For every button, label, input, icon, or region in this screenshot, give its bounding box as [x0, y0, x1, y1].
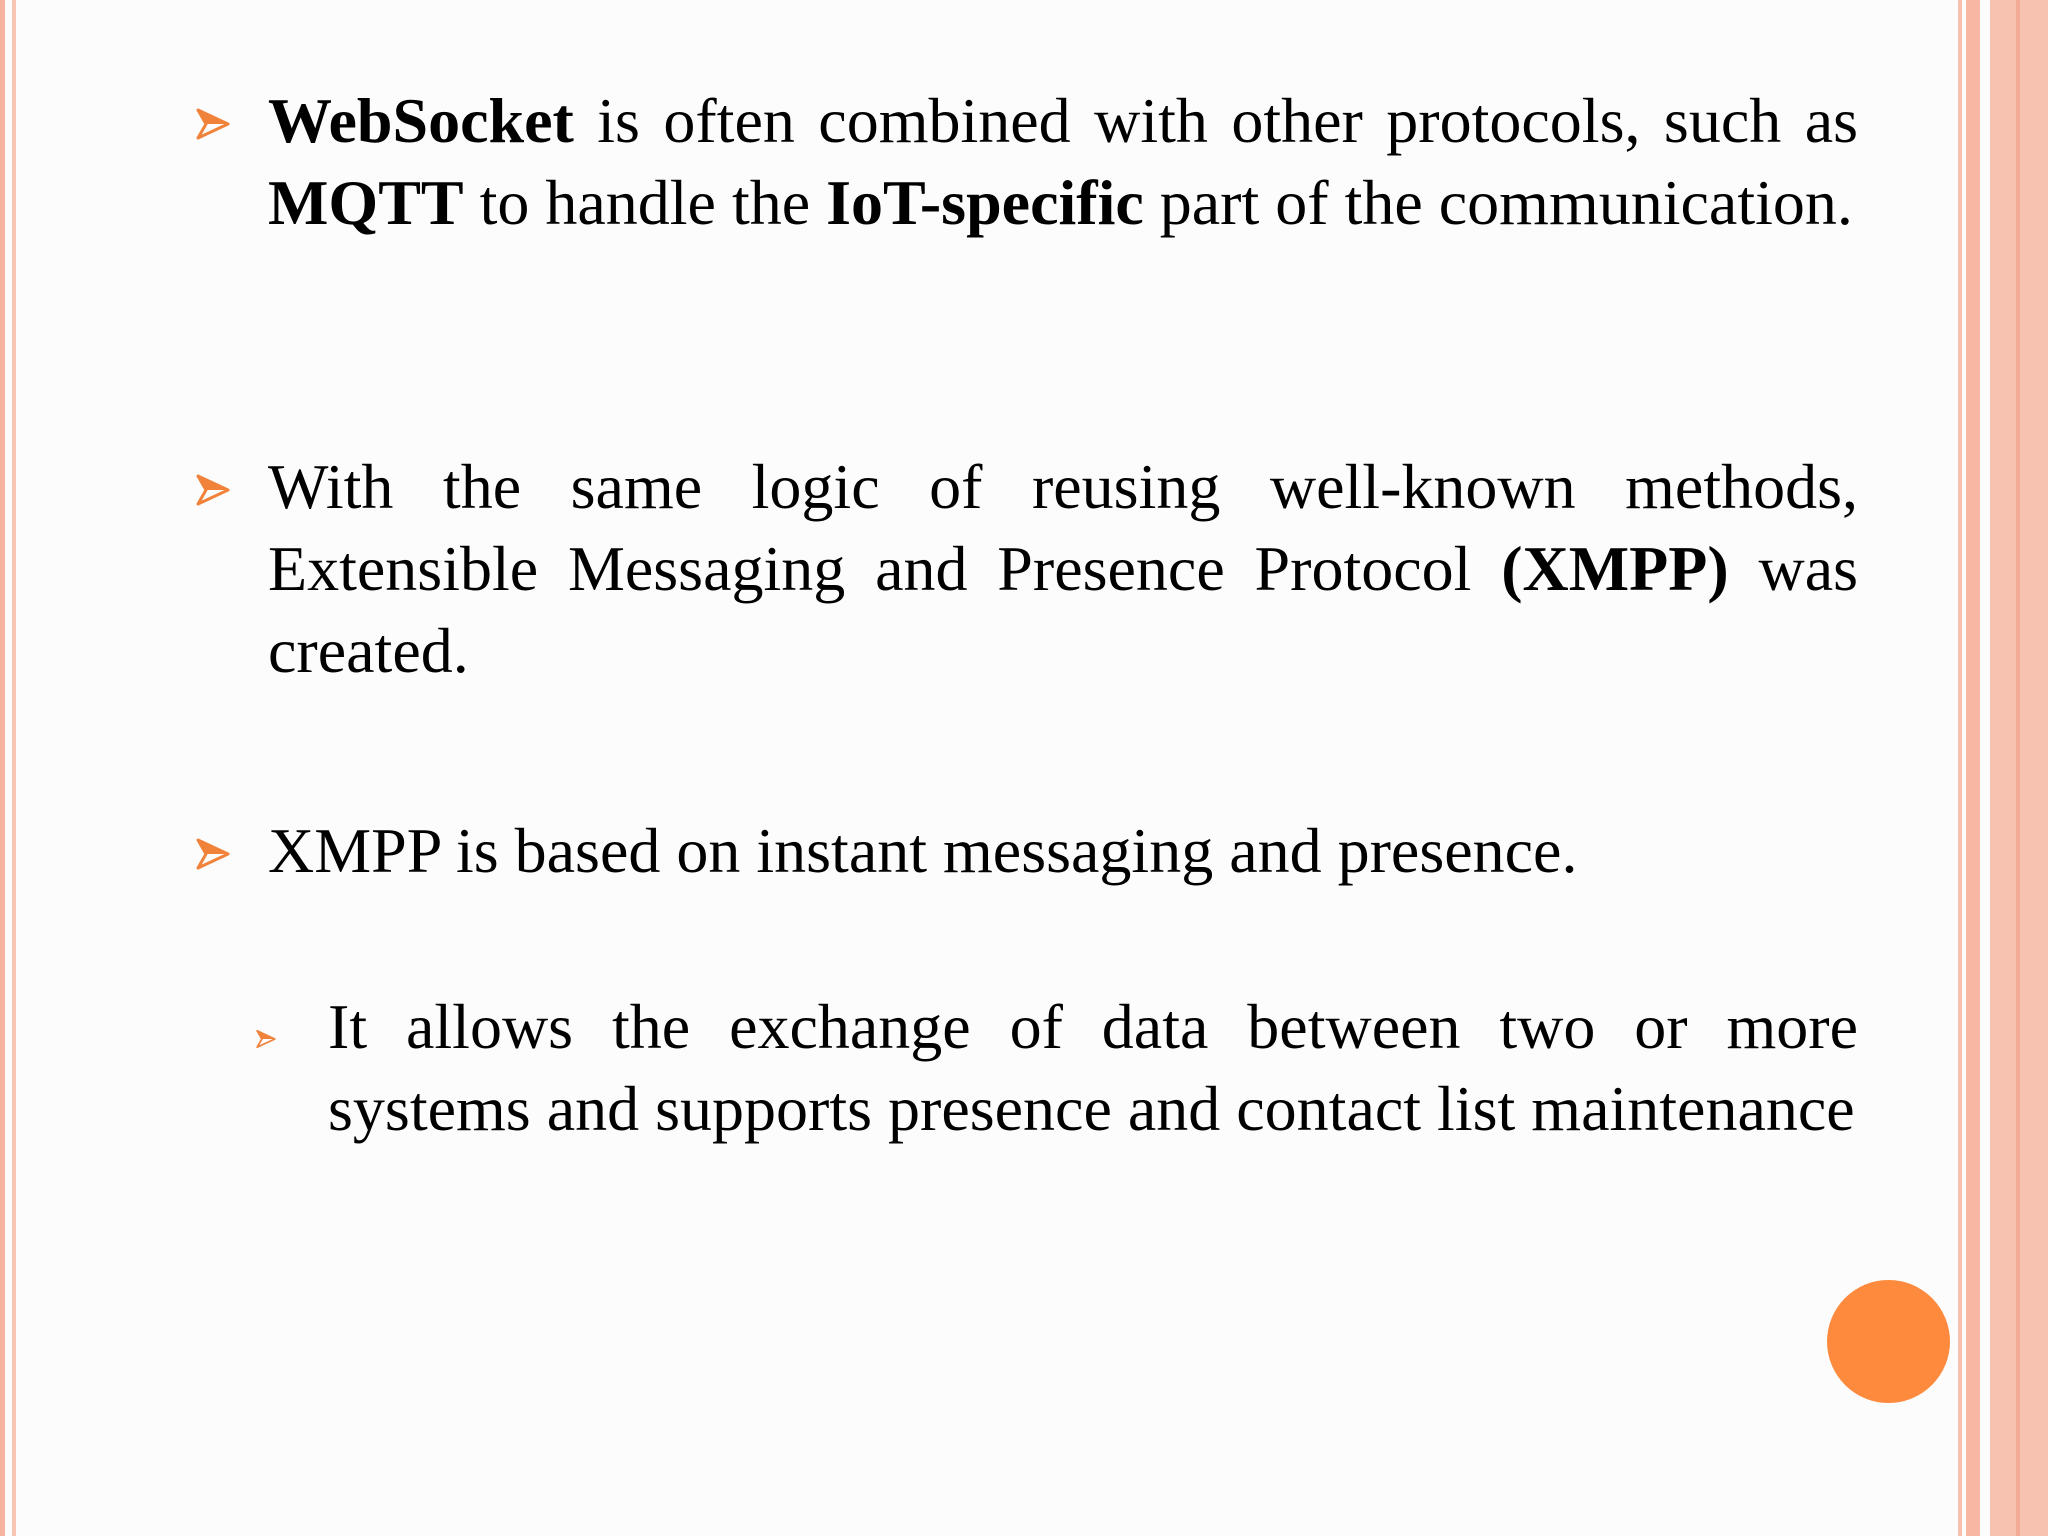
text-run: was created.	[268, 533, 1859, 686]
bullet-text	[268, 446, 1858, 692]
bold-term: (XMPP)	[1501, 533, 1729, 604]
bullet-text	[268, 810, 1858, 892]
arrow-bullet-icon	[196, 838, 230, 870]
bullet-xmpp-origin	[268, 446, 1858, 692]
bullet-xmpp-basis	[268, 810, 1858, 892]
arrow-bullet-icon	[196, 108, 230, 140]
text-run: is often combined with other protocols, such as	[573, 85, 1858, 156]
text-run: part of the communication.	[1143, 167, 1853, 238]
arrow-bullet-icon	[196, 474, 230, 506]
text-run: It allows the exchange of data between two or more systems and supports presence and contact list maintenance	[328, 991, 1858, 1144]
right-border-stripe-thin	[1958, 0, 1962, 1536]
bold-term: WebSocket	[268, 85, 574, 156]
text-run: With the same logic of reusing well-known methods, Extensible Messaging and Presence Protocol	[268, 451, 1858, 604]
text-run: XMPP is based on instant messaging and presence.	[268, 815, 1578, 886]
bold-term: IoT-specific	[826, 167, 1144, 238]
bold-term: MQTT	[268, 167, 464, 238]
left-border-stripe	[0, 0, 5, 1536]
left-border-stripe-inner	[12, 0, 16, 1536]
sub-bullet-data-exchange	[328, 986, 1858, 1150]
bullet-text	[328, 986, 1858, 1150]
bullet-text	[268, 80, 1858, 244]
sub-arrow-bullet-icon	[256, 1029, 276, 1049]
orange-circle-decoration	[1827, 1280, 1950, 1403]
right-border-stripe	[1966, 0, 1980, 1536]
bullet-websocket	[268, 80, 1858, 244]
text-run: to handle the	[463, 167, 827, 238]
right-border-line	[2016, 0, 2020, 1536]
